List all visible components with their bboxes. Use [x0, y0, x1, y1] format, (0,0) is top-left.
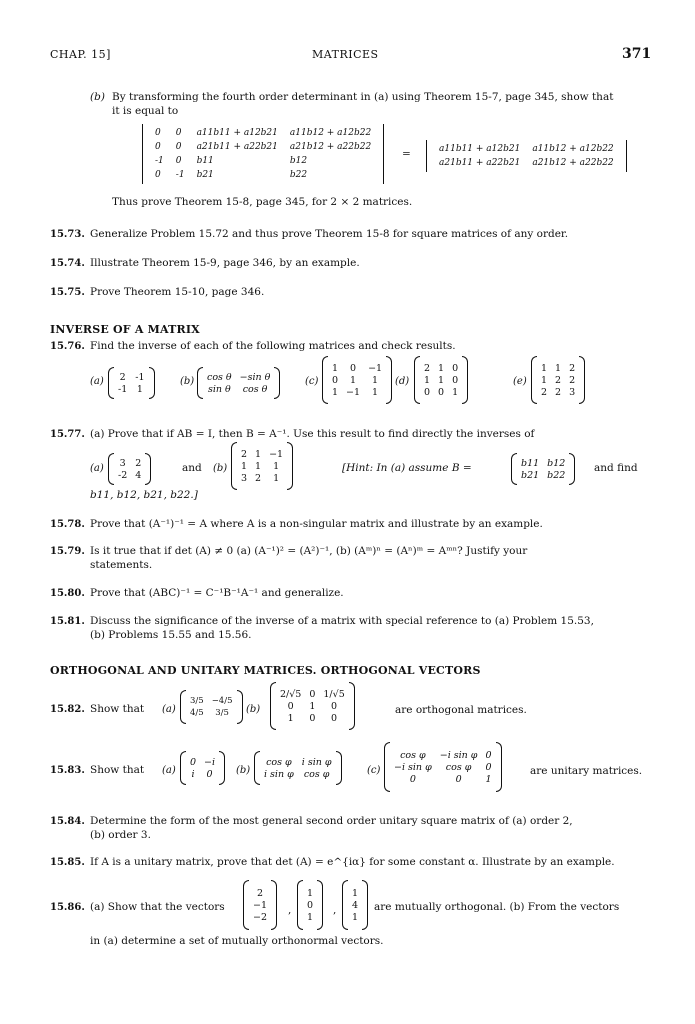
problem-text: If A is a unitary matrix, prove that det (A) = e^{iα} for some constant α. Illustrate by an example. — [90, 856, 615, 868]
matrix-entry: 0 — [155, 170, 161, 180]
matrix-77-hint — [511, 453, 575, 485]
matrix-82a — [180, 690, 243, 724]
matrix-entry: 3 — [241, 472, 248, 484]
matrix-entry: −1 — [253, 899, 268, 911]
matrix-entry: 3/5 — [190, 696, 204, 706]
running-head-chapter: CHAP. 15] — [50, 48, 111, 61]
matrix-entry: 2 — [569, 374, 576, 386]
matrix-entry: a21b11 + a22b21 — [439, 158, 521, 168]
problem-text: Prove that (A⁻¹)⁻¹ = A where A is a non-singular matrix and illustrate by an example. — [90, 518, 543, 530]
matrix-entry: 0 — [409, 773, 416, 785]
matrix-entry: −sin θ — [239, 371, 271, 383]
matrix-entry: b11 — [521, 457, 540, 469]
matrix-entry: −i — [204, 756, 216, 768]
matrix-entry: cos φ — [303, 768, 330, 780]
problem-text: Find the inverse of each of the following matrices and check results. — [90, 340, 456, 352]
matrix-entry: a21b12 + a22b22 — [289, 142, 372, 152]
problem-text: Prove Theorem 15-10, page 346. — [90, 286, 265, 298]
problem-number: 15.82. — [50, 704, 85, 715]
matrix-entry: 0 — [424, 386, 431, 398]
matrix-entry: 1 — [332, 362, 339, 374]
matrix-entry: cos φ — [445, 761, 472, 773]
problem-number: 15.84. — [50, 816, 85, 827]
problem-number: 15.73. — [50, 229, 85, 240]
matrix-entry: 0 — [309, 688, 316, 700]
matrix-entry: 0 — [331, 700, 338, 712]
determinant-2x2 — [426, 140, 627, 172]
part-label: (b) — [246, 704, 261, 715]
p84-line2: (b) order 3. — [90, 829, 151, 841]
matrix-entry: 1 — [352, 911, 359, 923]
matrix-entry: 4 — [135, 469, 142, 481]
vector-3 — [342, 880, 368, 930]
matrix-entry: a11b11 + a12b21 — [439, 144, 521, 154]
matrix-entry: 0 — [155, 142, 161, 152]
matrix-entry: 3 — [569, 386, 576, 398]
vector-2 — [297, 880, 323, 930]
matrix-82b — [270, 682, 355, 730]
matrix-entry: 4 — [352, 899, 359, 911]
matrix-entry: −2 — [253, 911, 268, 923]
matrix-entry: 1 — [438, 374, 445, 386]
matrix-entry: −4/5 — [211, 696, 233, 706]
problem-number: 15.78. — [50, 519, 85, 530]
problem-number: 15.80. — [50, 588, 85, 599]
matrix-entry: 2 — [119, 371, 126, 383]
part-label: (c) — [305, 376, 319, 387]
matrix-entry: 1 — [350, 374, 357, 386]
matrix-entry: 1/√5 — [323, 688, 345, 700]
p72b-line2: it is equal to — [112, 105, 179, 117]
matrix-entry: 3 — [119, 457, 126, 469]
matrix-entry: 1 — [372, 374, 379, 386]
matrix-entry: 0 — [452, 362, 459, 374]
hint-text: [Hint: In (a) assume B = — [342, 462, 472, 474]
p83-tail: are unitary matrices. — [530, 765, 643, 777]
matrix-entry: i sin φ — [301, 756, 332, 768]
p72b-conclusion: Thus prove Theorem 15-8, page 345, for 2 × 2 matrices. — [112, 196, 413, 208]
equals-sign: = — [402, 148, 411, 160]
p82-tail: are orthogonal matrices. — [395, 704, 527, 716]
matrix-entry: b21 — [521, 469, 540, 481]
matrix-entry: 1 — [273, 472, 280, 484]
matrix-entry: 2 — [135, 457, 142, 469]
matrix-entry: 1 — [424, 374, 431, 386]
matrix-entry: −1 — [269, 448, 284, 460]
matrix-entry: 0 — [332, 374, 339, 386]
matrix-entry: 2 — [555, 386, 562, 398]
matrix-entry: 0 — [175, 142, 182, 152]
matrix-entry: 2 — [569, 362, 576, 374]
matrix-76e — [531, 356, 585, 404]
matrix-entry: 1 — [438, 362, 445, 374]
p77-line1: (a) Prove that if AB = I, then B = A⁻¹. Use this result to find directly the inverses of — [90, 428, 535, 440]
matrix-entry: 0 — [155, 128, 161, 138]
problem-number: 15.74. — [50, 258, 85, 269]
matrix-entry: 1 — [255, 448, 262, 460]
matrix-entry: 1 — [307, 887, 314, 899]
matrix-entry: -1 — [135, 371, 145, 383]
matrix-entry: 2/√5 — [280, 688, 302, 700]
matrix-entry: cos θ — [242, 383, 268, 395]
problem-number: 15.81. — [50, 616, 85, 627]
show-that: Show that — [90, 764, 145, 776]
show-that: Show that — [90, 703, 145, 715]
part-label: (a) — [162, 765, 176, 776]
matrix-entry: a11b12 + a12b22 — [532, 144, 614, 154]
matrix-entry: -1 — [175, 170, 185, 180]
matrix-entry: 1 — [372, 386, 379, 398]
section-heading-orthogonal: ORTHOGONAL AND UNITARY MATRICES. ORTHOGONAL VECTORS — [50, 664, 481, 677]
matrix-entry: 1 — [136, 383, 143, 395]
problem-number: 15.85. — [50, 857, 85, 868]
matrix-entry: 1 — [241, 460, 248, 472]
running-head-title: MATRICES — [312, 48, 379, 61]
section-heading-inverse: INVERSE OF A MATRIX — [50, 323, 200, 336]
part-label: (e) — [513, 376, 527, 387]
matrix-entry: 2 — [555, 374, 562, 386]
matrix-entry: i — [191, 768, 195, 780]
p86-post: are mutually orthogonal. (b) From the vectors — [374, 901, 620, 913]
matrix-entry: 1 — [452, 386, 459, 398]
matrix-entry: 1 — [541, 374, 548, 386]
matrix-entry: sin θ — [207, 383, 231, 395]
matrix-entry: 2 — [241, 448, 248, 460]
matrix-entry: −i sin φ — [439, 749, 478, 761]
matrix-entry: cos φ — [266, 756, 292, 768]
matrix-entry: 1 — [273, 460, 280, 472]
andfind-text: and find — [594, 462, 638, 474]
matrix-entry: 1 — [307, 911, 314, 923]
matrix-entry: a21b12 + a22b22 — [532, 158, 614, 168]
problem-text: Illustrate Theorem 15-9, page 346, by an example. — [90, 257, 360, 269]
matrix-entry: 1 — [555, 362, 562, 374]
page-number: 371 — [622, 46, 652, 62]
matrix-entry: -1 — [118, 383, 128, 395]
matrix-83c — [384, 742, 502, 792]
problem-number: 15.83. — [50, 765, 85, 776]
part-label: (a) — [90, 376, 104, 387]
matrix-entry: 0 — [287, 700, 294, 712]
p72b-label: (b) — [90, 91, 105, 103]
matrix-entry: -1 — [155, 156, 164, 166]
matrix-76d — [414, 356, 468, 404]
matrix-83b — [254, 751, 342, 785]
matrix-entry: 1 — [541, 362, 548, 374]
part-label: (b) — [180, 376, 195, 387]
problem-number: 15.76. — [50, 341, 85, 352]
matrix-entry: -2 — [118, 469, 128, 481]
determinant-4x4 — [142, 124, 384, 184]
matrix-entry: −1 — [368, 362, 383, 374]
matrix-entry: −i sin φ — [394, 761, 432, 773]
problem-number: 15.75. — [50, 287, 85, 298]
matrix-entry: b22 — [547, 469, 566, 481]
comma: , — [288, 904, 292, 916]
matrix-entry: 2 — [256, 887, 264, 899]
matrix-entry: 0 — [485, 749, 492, 761]
p72b-line1: By transforming the fourth order determinant in (a) using Theorem 15-7, page 345, show that — [112, 91, 614, 103]
matrix-entry: 2 — [424, 362, 431, 374]
p84-line1: Determine the form of the most general second order unitary square matrix of (a) order 2, — [90, 815, 573, 827]
part-label: (d) — [395, 376, 410, 387]
matrix-entry: i sin φ — [264, 768, 294, 780]
matrix-76c — [322, 356, 392, 404]
matrix-entry: 1 — [352, 887, 359, 899]
part-label: (b) — [213, 463, 228, 474]
p81-line1: Discuss the significance of the inverse of a matrix with special reference to (a) Problem 15.53, — [90, 615, 594, 627]
matrix-entry: 0 — [190, 756, 197, 768]
part-label: (b) — [236, 765, 251, 776]
matrix-entry: 1 — [485, 773, 492, 785]
matrix-entry: 2 — [255, 472, 262, 484]
problem-text: Prove that (ABC)⁻¹ = C⁻¹B⁻¹A⁻¹ and generalize. — [90, 587, 344, 599]
matrix-entry: b11 — [196, 156, 214, 166]
matrix-entry: b12 — [289, 156, 308, 166]
matrix-entry: −1 — [346, 386, 361, 398]
matrix-entry: b21 — [196, 170, 214, 180]
problem-number: 15.77. — [50, 429, 85, 440]
matrix-entry: 3/5 — [215, 708, 229, 718]
part-label: (c) — [367, 765, 381, 776]
p86-pre: (a) Show that the vectors — [90, 901, 225, 913]
matrix-83a — [180, 751, 225, 785]
vector-1 — [243, 880, 277, 930]
matrix-entry: 0 — [307, 899, 314, 911]
matrix-entry: cos φ — [400, 749, 426, 761]
matrix-entry: a21b11 + a22b21 — [196, 142, 278, 152]
matrix-entry: 2 — [541, 386, 548, 398]
and-text: and — [182, 462, 202, 474]
p79-line1: Is it true that if det (A) ≠ 0 (a) (A⁻¹)² = (A²)⁻¹, (b) (Aᵐ)ⁿ = (Aⁿ)ᵐ = Aᵐⁿ? Justify your — [90, 545, 528, 557]
matrix-entry: 0 — [452, 374, 459, 386]
matrix-entry: a11b12 + a12b22 — [289, 128, 372, 138]
matrix-entry: 0 — [206, 768, 213, 780]
p79-line2: statements. — [90, 559, 153, 571]
matrix-entry: 0 — [331, 712, 338, 724]
matrix-entry: 0 — [455, 773, 462, 785]
p77-line3: b11, b12, b21, b22.] — [90, 489, 198, 501]
matrix-entry: 0 — [175, 128, 182, 138]
matrix-entry: 0 — [438, 386, 445, 398]
p86-line2: in (a) determine a set of mutually orthonormal vectors. — [90, 935, 384, 947]
matrix-entry: 0 — [309, 712, 316, 724]
problem-number: 15.86. — [50, 902, 85, 913]
part-label: (a) — [162, 704, 176, 715]
matrix-77a — [108, 453, 151, 485]
matrix-entry: 0 — [175, 156, 182, 166]
matrix-76a — [108, 367, 155, 399]
matrix-entry: b12 — [547, 457, 566, 469]
comma: , — [333, 904, 337, 916]
matrix-76b — [197, 367, 280, 399]
matrix-entry: 1 — [309, 700, 316, 712]
part-label: (a) — [90, 463, 104, 474]
matrix-entry: cos θ — [207, 371, 232, 383]
matrix-entry: 0 — [485, 761, 492, 773]
p81-line2: (b) Problems 15.55 and 15.56. — [90, 629, 252, 641]
matrix-entry: 1 — [287, 712, 294, 724]
matrix-entry: 4/5 — [190, 708, 204, 718]
problem-number: 15.79. — [50, 546, 85, 557]
matrix-entry: 1 — [332, 386, 339, 398]
matrix-entry: b22 — [289, 170, 308, 180]
matrix-entry: a11b11 + a12b21 — [196, 128, 278, 138]
matrix-77b — [231, 442, 293, 490]
matrix-entry: 0 — [350, 362, 357, 374]
matrix-entry: 1 — [255, 460, 262, 472]
problem-text: Generalize Problem 15.72 and thus prove Theorem 15-8 for square matrices of any order. — [90, 228, 569, 240]
